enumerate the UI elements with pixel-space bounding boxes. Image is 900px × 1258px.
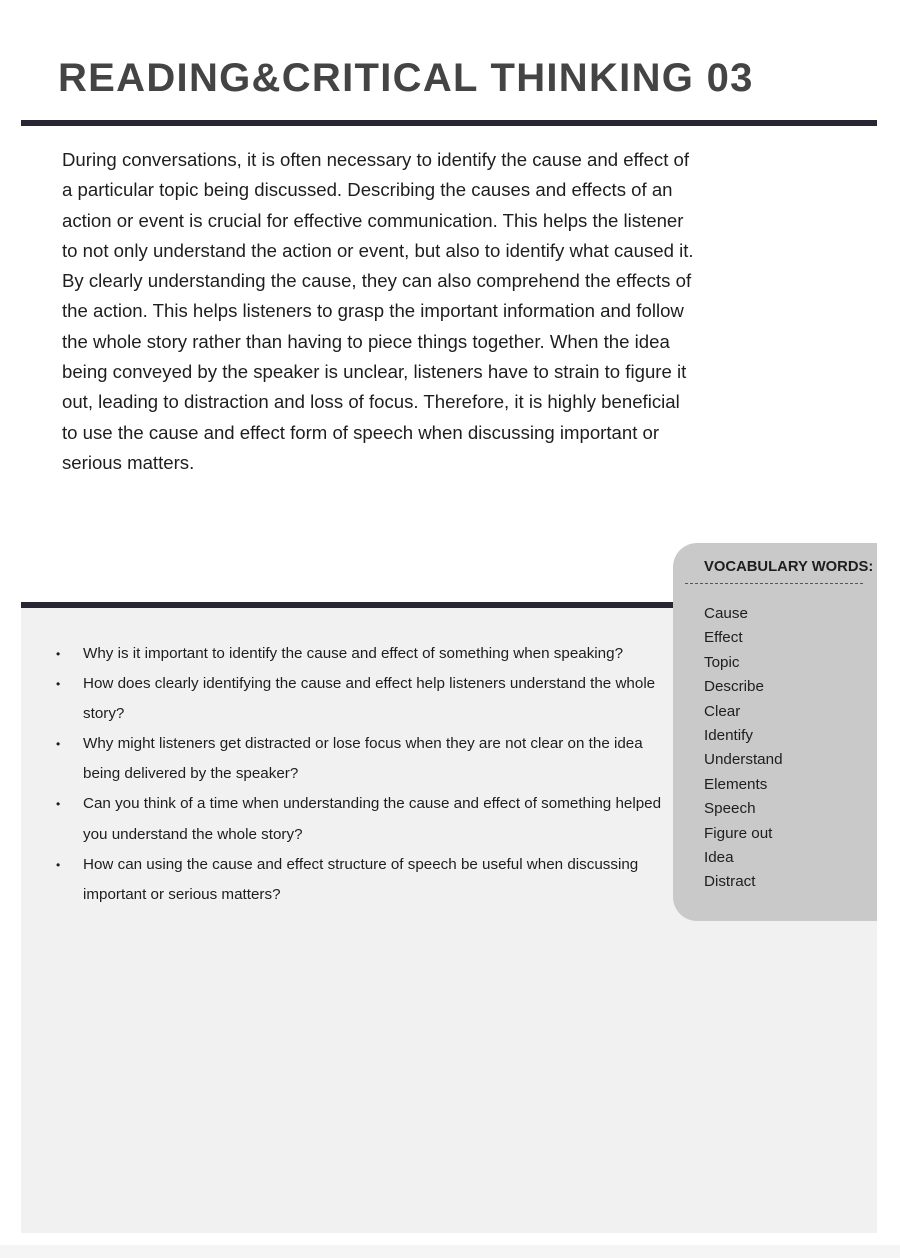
question-item <box>56 669 662 729</box>
vocabulary-word: Cause <box>704 605 748 622</box>
title-divider <box>21 120 877 126</box>
vocabulary-word: Idea <box>704 849 734 867</box>
vocabulary-word: Distract <box>704 873 756 891</box>
vocabulary-word: Speech <box>704 800 756 818</box>
question-text: How does clearly identifying the cause and effect help listeners understand the whole story? <box>83 675 656 723</box>
bullet-icon: • <box>56 737 61 752</box>
vocabulary-word: Clear <box>704 702 741 720</box>
vocabulary-list <box>704 602 783 895</box>
page-bottom-strip <box>0 1245 900 1258</box>
question-text: Why is it important to identify the cause and effect of something when speaking? <box>83 645 624 662</box>
vocabulary-title: VOCABULARY WORDS: <box>704 559 874 575</box>
bullet-icon: • <box>56 677 61 692</box>
question-list <box>56 639 662 910</box>
question-item <box>56 639 662 669</box>
vocabulary-word: Describe <box>704 678 764 696</box>
reading-passage: During conversations, it is often necessary to identify the cause and effect of a particular topic being discussed. Describing the causes and effects of an action or event is crucial for effective communication. This helps the listener to not only understand the action or event, but also to identify what caused it. By clearly understanding the cause, they can also comprehend the effects of the action. This helps listeners to grasp the important information and follow the whole story rather than having to piece things together. When the idea being conveyed by the speaker is unclear, listeners have to strain to figure it out, leading to distraction and loss of focus. Therefore, it is highly beneficial to use the cause and effect form of speech when discussing important or serious matters. <box>62 149 694 473</box>
section-divider <box>21 602 674 608</box>
bullet-icon: • <box>56 857 61 872</box>
vocabulary-word: Identify <box>704 727 753 745</box>
question-text: How can using the cause and effect structure of speech be useful when discussing important or serious matters? <box>83 855 639 903</box>
vocabulary-word: Elements <box>704 775 768 793</box>
question-item <box>56 789 662 849</box>
vocabulary-box <box>673 543 877 921</box>
question-text: Why might listeners get distracted or lose focus when they are not clear on the idea being delivered by the speaker? <box>83 735 643 783</box>
bullet-icon: • <box>56 797 61 812</box>
bullet-icon: • <box>56 647 61 661</box>
question-text: Can you think of a time when understanding the cause and effect of something helped you understand the whole story? <box>83 795 662 843</box>
vocabulary-word: Topic <box>704 653 740 671</box>
question-item <box>56 729 662 789</box>
page-title: READING&CRITICAL THINKING 03 <box>58 56 754 100</box>
vocabulary-word: Figure out <box>704 824 773 842</box>
vocabulary-word: Effect <box>704 629 743 647</box>
vocabulary-divider <box>685 583 863 584</box>
vocabulary-word: Understand <box>704 751 783 769</box>
question-item <box>56 850 662 910</box>
